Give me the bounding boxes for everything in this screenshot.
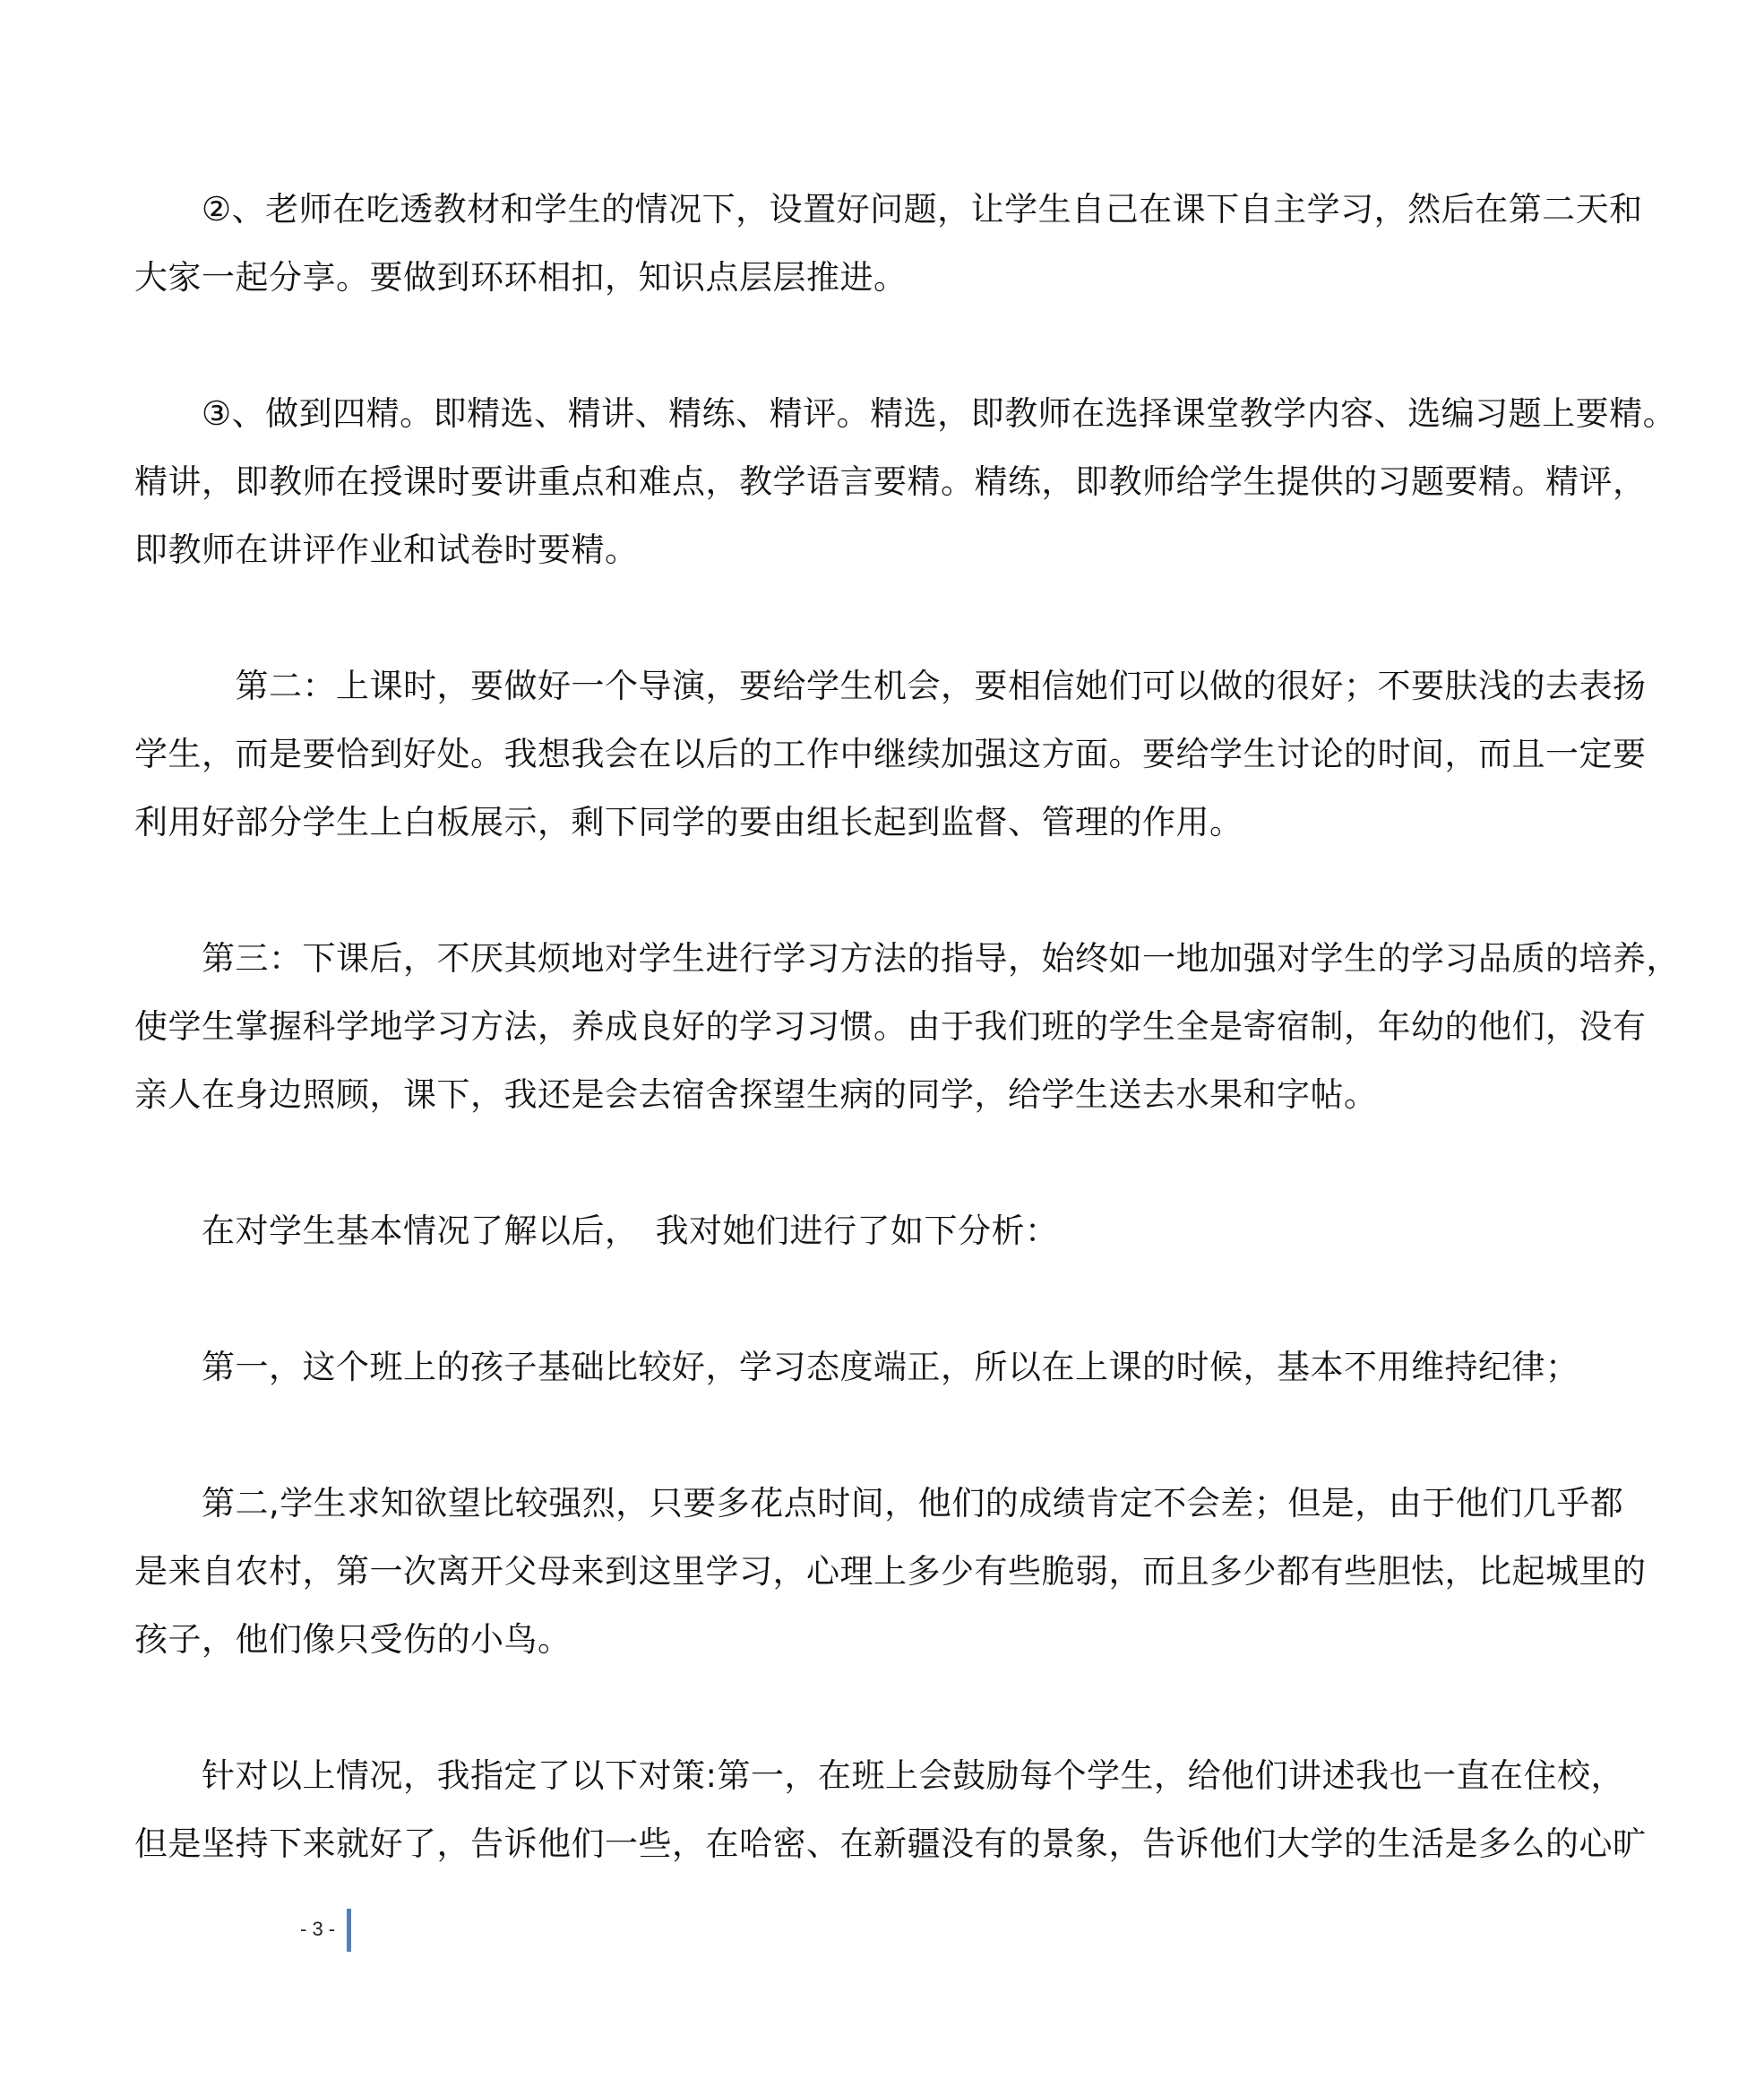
paragraph [134, 652, 1647, 857]
paragraph [134, 1333, 1631, 1402]
paragraph [134, 176, 1643, 312]
paragraph-line: ③、做到四精。即精选、精讲、精练、精评。精选，即教师在选择课堂教学内容、选编习题上要精。 [134, 394, 1677, 433]
paragraph [134, 1197, 1631, 1265]
footer-accent-bar [347, 1909, 351, 1952]
paragraph-line: 孩子，他们像只受伤的小鸟。 [134, 1620, 572, 1659]
paragraph-line: 第一，这个班上的孩子基础比较好，学习态度端正，所以在上课的时候，基本不用维持纪律； [134, 1348, 1579, 1386]
paragraph-line: 使学生掌握科学地学习方法，养成良好的学习习惯。由于我们班的学生全是寄宿制，年幼的他们，没有 [134, 1007, 1647, 1046]
paragraph-line: 针对以上情况，我指定了以下对策:第一，在班上会鼓励每个学生，给他们讲述我也一直在住校， [134, 1756, 1624, 1795]
paragraph [134, 380, 1677, 584]
paragraph [134, 925, 1680, 1129]
paragraph-line: 第三：下课后，不厌其烦地对学生进行学习方法的指导，始终如一地加强对学生的学习品质的培养， [134, 939, 1680, 978]
paragraph [134, 1742, 1647, 1878]
paragraph-line: 第二：上课时，要做好一个导演，要给学生机会，要相信她们可以做的很好；不要肤浅的去表扬 [134, 667, 1647, 705]
paragraph-line: 亲人在身边照顾，课下，我还是会去宿舍探望生病的同学，给学生送去水果和字帖。 [134, 1075, 1378, 1114]
page-number: - 3 - [300, 1918, 336, 1940]
paragraph-line: 但是坚持下来就好了，告诉他们一些，在哈密、在新疆没有的景象，告诉他们大学的生活是多么的心旷 [134, 1824, 1647, 1863]
paragraph-line: 在对学生基本情况了解以后， 我对她们进行了如下分析： [134, 1212, 1059, 1250]
paragraph-line: 学生，而是要恰到好处。我想我会在以后的工作中继续加强这方面。要给学生讨论的时间，而且一定要 [134, 735, 1647, 773]
paragraph-line: 精讲，即教师在授课时要讲重点和难点，教学语言要精。精练，即教师给学生提供的习题要精。精评， [134, 462, 1647, 501]
paragraph-line: 大家一起分享。要做到环环相扣，知识点层层推进。 [134, 258, 908, 297]
paragraph-line: 第二,学生求知欲望比较强烈，只要多花点时间，他们的成绩肯定不会差；但是，由于他们几乎都 [134, 1484, 1624, 1522]
paragraph-line: 即教师在讲评作业和试卷时要精。 [134, 530, 639, 569]
paragraph-line: 利用好部分学生上白板展示，剩下同学的要由组长起到监督、管理的作用。 [134, 803, 1243, 841]
paragraph [134, 1470, 1647, 1674]
paragraph-line: ②、老师在吃透教材和学生的情况下，设置好问题，让学生自己在课下自主学习，然后在第二天和 [134, 190, 1643, 229]
paragraph-line: 是来自农村，第一次离开父母来到这里学习，心理上多少有些脆弱，而且多少都有些胆怯，比起城里的 [134, 1552, 1647, 1591]
